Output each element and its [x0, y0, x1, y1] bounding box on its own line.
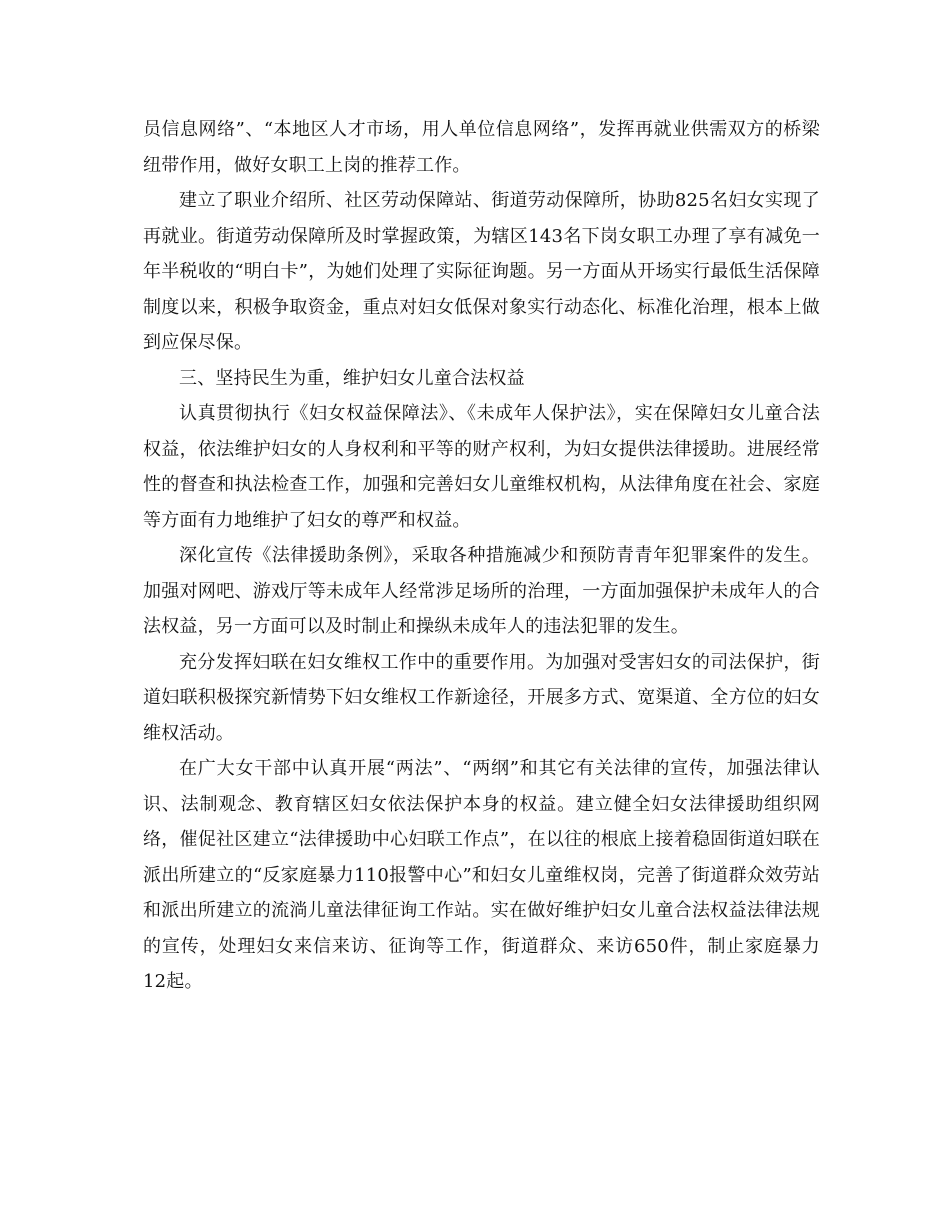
paragraph-legal-aid: 深化宣传《法律援助条例》，采取各种措施减少和预防青青年犯罪案件的发生。加强对网吧、游戏厅等未成年人经常涉足场所的治理，一方面加强保护未成年人的合法权益，另一方面可以及时制止和操纵未成年人的违法犯罪的发生。 [143, 545, 820, 637]
paragraph-continuation: 员信息网络”、“本地区人才市场，用人单位信息网络”，发挥再就业供需双方的桥梁纽带作用，做好女职工上岗的推荐工作。 [143, 119, 820, 176]
paragraph-federation-role: 充分发挥妇联在妇女维权工作中的重要作用。为加强对受害妇女的司法保护，街道妇联积极探究新情势下妇女维权工作新途径，开展多方式、宽渠道、全方位的妇女维权活动。 [143, 651, 820, 744]
section-heading: 三、坚持民生为重，维护妇女儿童合法权益 [179, 367, 525, 389]
paragraph-employment: 建立了职业介绍所、社区劳动保障站、街道劳动保障所，协助825名妇女实现了再就业。街道劳动保障所及时掌握政策，为辖区143名下岗女职工办理了享有减免一年半税收的“明白卡”，为她们处理了实际征询题。另一方面从开场实行最低生活保障制度以来，积极争取资金，重点对妇女低保对象实行动态化、标准化治理，根本上做到应保尽保。 [143, 190, 820, 353]
document-body [143, 112, 820, 1000]
paragraph-legal-network: 在广大女干部中认真开展“两法”、“两纲”和其它有关法律的宣传，加强法律认识、法制观念、教育辖区妇女依法保护本身的权益。建立健全妇女法律援助组织网络，催促社区建立“法律援助中心妇联工作点”，在以往的根底上接着稳固街道妇联在派出所建立的“反家庭暴力110报警中心”和妇女儿童维权岗，完善了街道群众效劳站和派出所建立的流淌儿童法律征询工作站。实在做好维护妇女儿童合法权益法律法规的宣传，处理妇女来信来访、征询等工作，街道群众、来访650件，制止家庭暴力12起。 [143, 758, 820, 992]
paragraph-rights-law: 认真贯彻执行《妇女权益保障法》、《未成年人保护法》，实在保障妇女儿童合法权益，依法维护妇女的人身权利和平等的财产权利，为妇女提供法律援助。进展经常性的督查和执法检查工作，加强和完善妇女儿童维权机构，从法律角度在社会、家庭等方面有力地维护了妇女的尊严和权益。 [143, 403, 820, 531]
